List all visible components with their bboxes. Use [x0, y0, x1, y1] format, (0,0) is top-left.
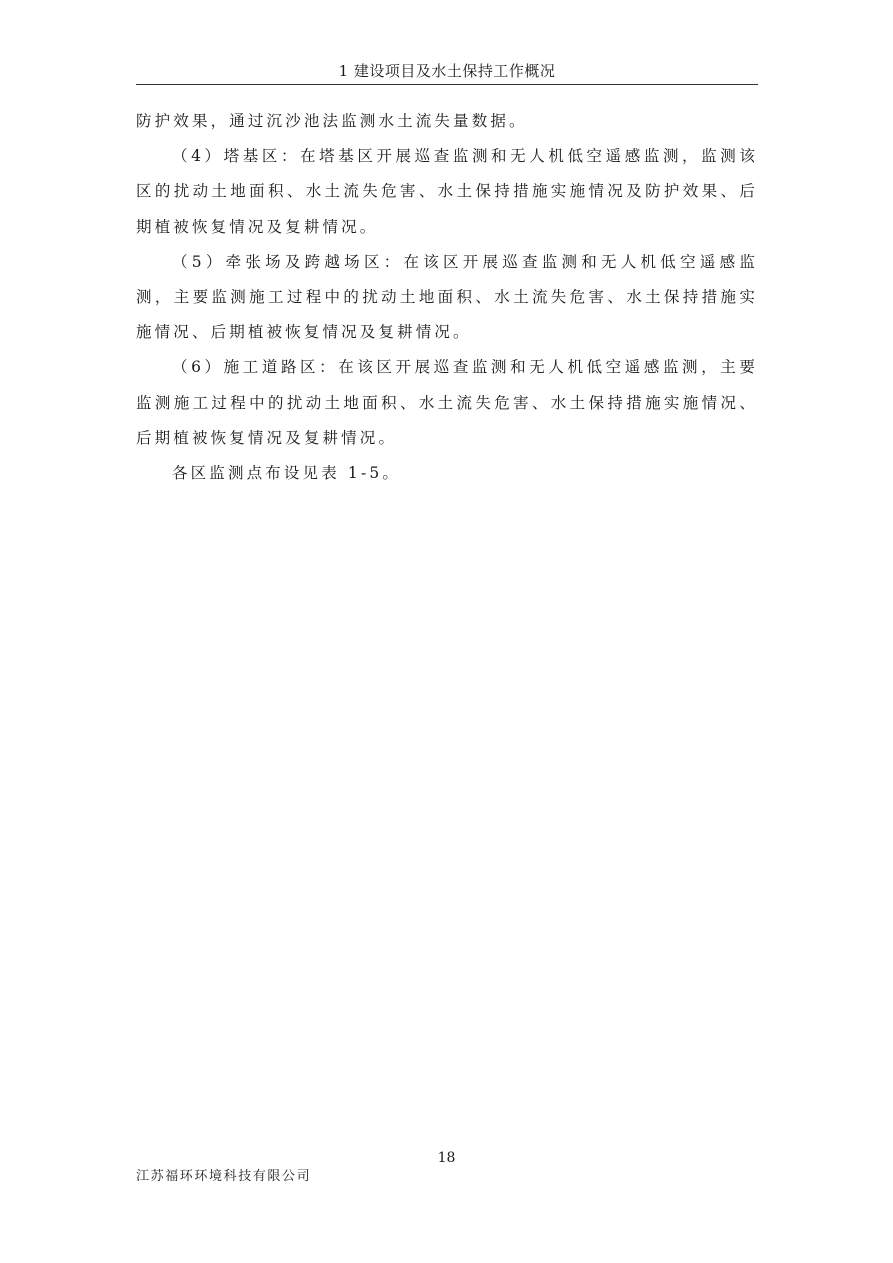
paragraph-tension-crossing-area: （5）牵张场及跨越场区：在该区开展巡查监测和无人机低空遥感监测，主要监测施工过程中的扰动土地面积、水土流失危害、水土保持措施实施情况、后期植被恢复情况及复耕情况。: [136, 252, 758, 342]
footer-company-name: 江苏福环环境科技有限公司: [136, 1169, 312, 1184]
page-number: 18: [437, 1150, 456, 1166]
paragraph-monitoring-points-note: 各区监测点布设见表 1-5。: [172, 464, 401, 483]
paragraph-construction-road-area: （6）施工道路区：在该区开展巡查监测和无人机低空遥感监测，主要监测施工过程中的扰动土地面积、水土流失危害、水土保持措施实施情况、后期植被恢复情况及复耕情况。: [136, 358, 758, 447]
paragraph-continuation: 防护效果，通过沉沙池法监测水土流失量数据。: [136, 112, 528, 130]
page-header: [136, 58, 758, 85]
header-title: 1 建设项目及水土保持工作概况: [338, 62, 556, 80]
document-body: [136, 104, 758, 491]
paragraph-tower-base-area: （4）塔基区：在塔基区开展巡查监测和无人机低空遥感监测，监测该区的扰动土地面积、水土流失危害、水土保持措施实施情况及防护效果、后期植被恢复情况及复耕情况。: [136, 147, 758, 236]
